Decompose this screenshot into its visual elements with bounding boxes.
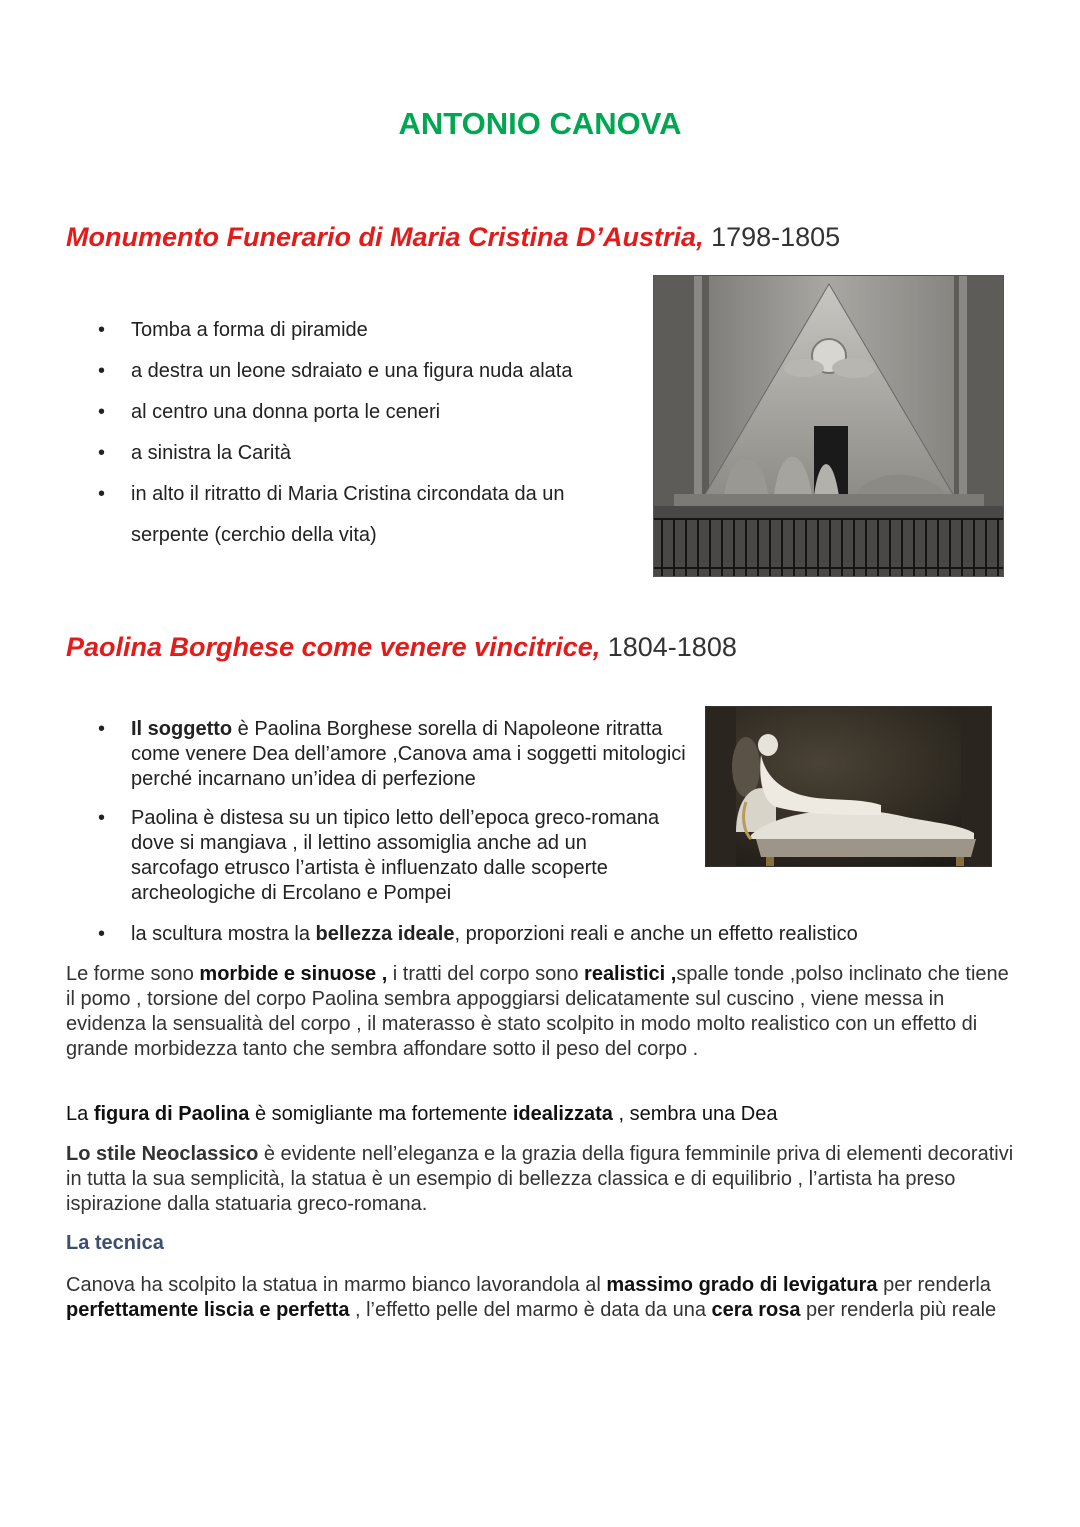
list-text-bold: bellezza ideale	[315, 923, 455, 945]
text: per renderla più reale	[800, 1299, 997, 1321]
text: è evidente nell’eleganza e la grazia della figura femminile priva di elementi decorativi in tutta la sua semplicità, la statua è un esempio di bellezza classica e di equilibrio , l’artista ha preso ispirazione dalla statuaria greco-romana.	[66, 1143, 1014, 1215]
section1-bullet-list	[66, 310, 626, 556]
paragraph-figure	[66, 1102, 1021, 1127]
paragraph-style	[66, 1142, 1021, 1217]
paolina-statue-photo	[705, 706, 992, 867]
text: i tratti del corpo sono	[387, 963, 585, 985]
subheading-technique: La tecnica	[66, 1232, 164, 1254]
list-item: • a sinistra la Carità	[66, 433, 626, 474]
section2-bullet-list	[66, 717, 706, 920]
text: è somigliante ma fortemente	[249, 1103, 513, 1125]
section1-heading	[66, 222, 840, 253]
subject-text: è Paolina Borghese sorella di Napoleone ritratta come venere Dea dell’amore ,Canova ama i soggetti mitologici perché incarnano un’idea di perfezione	[131, 718, 686, 790]
text-bold: realistici ,	[584, 963, 677, 985]
text: , sembra una Dea	[612, 1103, 778, 1125]
paragraph-forms	[66, 962, 1021, 1062]
text: per renderla	[877, 1274, 991, 1296]
list-text: , proporzioni reali e anche un effetto realistico	[454, 923, 858, 945]
list-item	[66, 922, 1016, 947]
text-bold: cera rosa	[711, 1299, 801, 1321]
text-bold: massimo grado di levigatura	[606, 1274, 878, 1296]
text-bold: morbide e sinuose ,	[199, 963, 388, 985]
text: Canova ha scolpito la statua in marmo bianco lavorandola al	[66, 1274, 607, 1296]
text: , l’effetto pelle del marmo è data da una	[349, 1299, 712, 1321]
section1-name: Monumento Funerario di Maria Cristina D’Austria,	[66, 222, 704, 252]
section2-date: 1804-1808	[600, 632, 737, 662]
text: spalle tonde ,polso inclinato che tiene il pomo , torsione del corpo Paolina sembra appoggiarsi delicatamente sul cuscino , viene messa in evidenza la sensualità del corpo , il materasso è stato scolpito in modo molto realistico con un effetto di grande morbidezza tanto che sembra affondare sotto il peso del corpo .	[66, 963, 1009, 1060]
page-title: ANTONIO CANOVA	[398, 106, 682, 141]
section2-bullet-list-wide	[66, 922, 1016, 947]
text-bold: Lo stile Neoclassico	[66, 1143, 259, 1165]
list-item: • Tomba a forma di piramide	[66, 310, 626, 351]
paragraph-technique	[66, 1273, 1021, 1323]
text-bold: idealizzata	[512, 1103, 613, 1125]
list-item: • al centro una donna porta le ceneri	[66, 392, 626, 433]
text: La	[66, 1103, 94, 1125]
text-bold: perfettamente liscia e perfetta	[66, 1299, 350, 1321]
text-bold: figura di Paolina	[93, 1103, 250, 1125]
list-item: • a destra un leone sdraiato e una figura nuda alata	[66, 351, 626, 392]
section1-date: 1798-1805	[703, 222, 841, 252]
list-text: la scultura mostra la	[131, 923, 316, 945]
section2-heading	[66, 632, 737, 663]
list-item	[66, 717, 706, 792]
section2-name: Paolina Borghese come venere vincitrice,	[66, 632, 601, 662]
list-item: • Paolina è distesa su un tipico letto dell’epoca greco-romana dove si mangiava , il lettino assomiglia anche ad un sarcofago etrusco l’artista è influenzato dalle scoperte archeologiche di Ercolano e Pompei	[66, 806, 671, 906]
subject-bold: Il soggetto	[131, 718, 233, 740]
list-item: • in alto il ritratto di Maria Cristina circondata da un serpente (cerchio della vita)	[66, 474, 601, 556]
text: Le forme sono	[66, 963, 200, 985]
monument-photo	[653, 275, 1004, 577]
